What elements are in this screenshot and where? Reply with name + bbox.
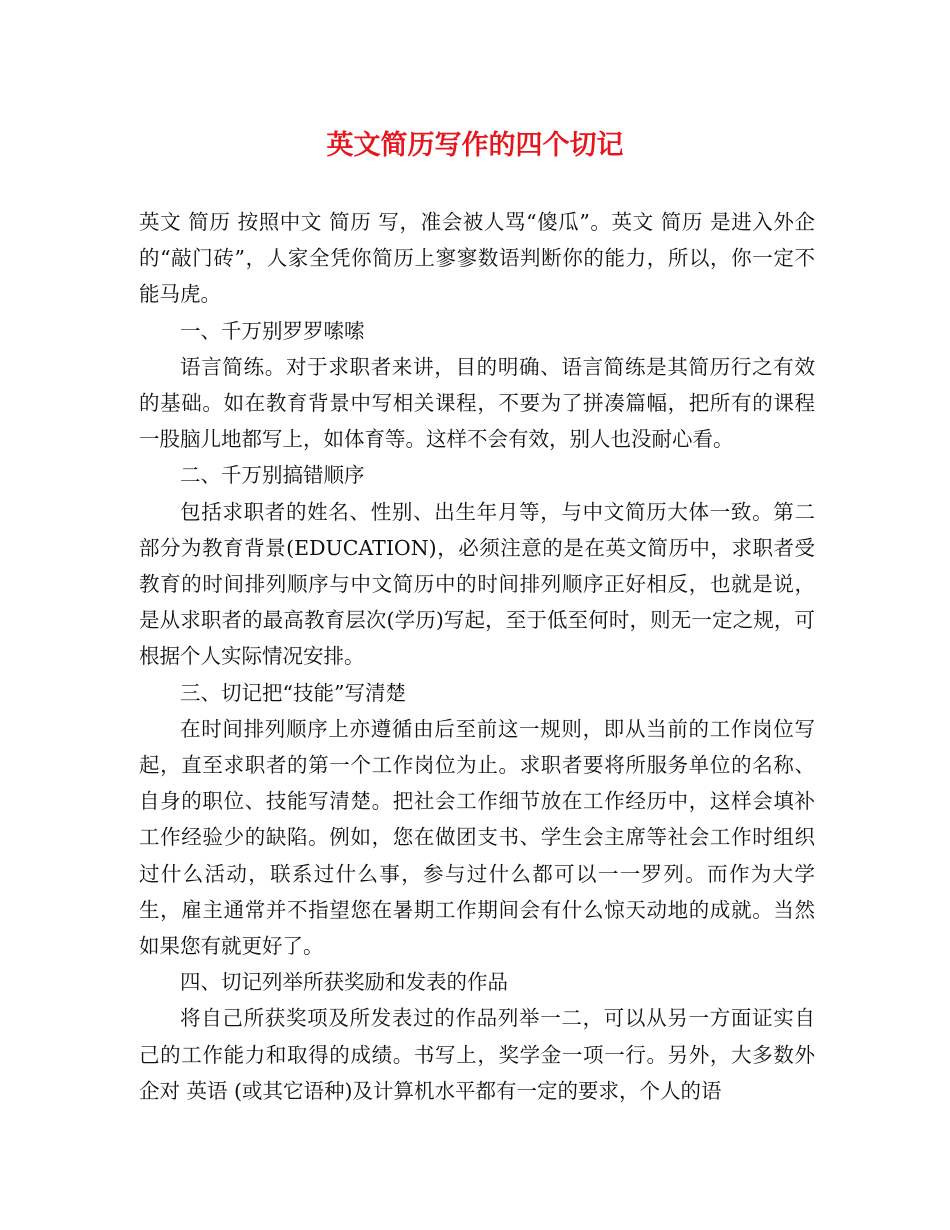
intro-paragraph: 英文 简历 按照中文 简历 写，准会被人骂“傻瓜”。英文 简历 是进入外企的“敲门砖”，人家全凭你简历上寥寥数语判断你的能力，所以，你一定不能马虎。 [139, 210, 815, 307]
section-paragraph-1: 语言简练。对于求职者来讲，目的明确、语言简练是其简历行之有效的基础。如在教育背景中写相关课程，不要为了拼凑篇幅，把所有的课程一股脑儿地都写上，如体育等。这样不会有效，别人也没耐心看。 [139, 354, 815, 452]
section-heading-2: 二、千万别搞错顺序 [180, 463, 365, 488]
document-title: 英文简历写作的四个切记 [326, 130, 624, 161]
section-heading-3: 三、切记把“技能”写清楚 [180, 680, 406, 705]
document-body [139, 204, 815, 1109]
section-paragraph-3: 在时间排列顺序上亦遵循由后至前这一规则，即从当前的工作岗位写起，直至求职者的第一个工作岗位为止。求职者要将所服务单位的名称、自身的职位、技能写清楚。把社会工作细节放在工作经历中，这样会填补工作经验少的缺陷。例如，您在做团支书、学生会主席等社会工作时组织过什么活动，联系过什么事，参与过什么都可以一一罗列。而作为大学生，雇主通常并不指望您在暑期工作期间会有什么惊天动地的成就。当然如果您有就更好了。 [139, 716, 815, 959]
section-heading-4: 四、切记列举所获奖励和发表的作品 [180, 970, 508, 995]
section-heading-1: 一、千万别罗罗嗦嗦 [180, 318, 365, 343]
section-paragraph-4: 将自己所获奖项及所发表过的作品列举一二，可以从另一方面证实自己的工作能力和取得的成绩。书写上，奖学金一项一行。另外，大多数外企对 英语 (或其它语种)及计算机水平都有一定的要求，个人的语 [139, 1006, 815, 1103]
section-paragraph-2: 包括求职者的姓名、性别、出生年月等，与中文简历大体一致。第二部分为教育背景(EDUCATION)，必须注意的是在英文简历中，求职者受教育的时间排列顺序与中文简历中的时间排列顺序正好相反，也就是说，是从求职者的最高教育层次(学历)写起，至于低至何时，则无一定之规，可根据个人实际情况安排。 [139, 499, 815, 669]
